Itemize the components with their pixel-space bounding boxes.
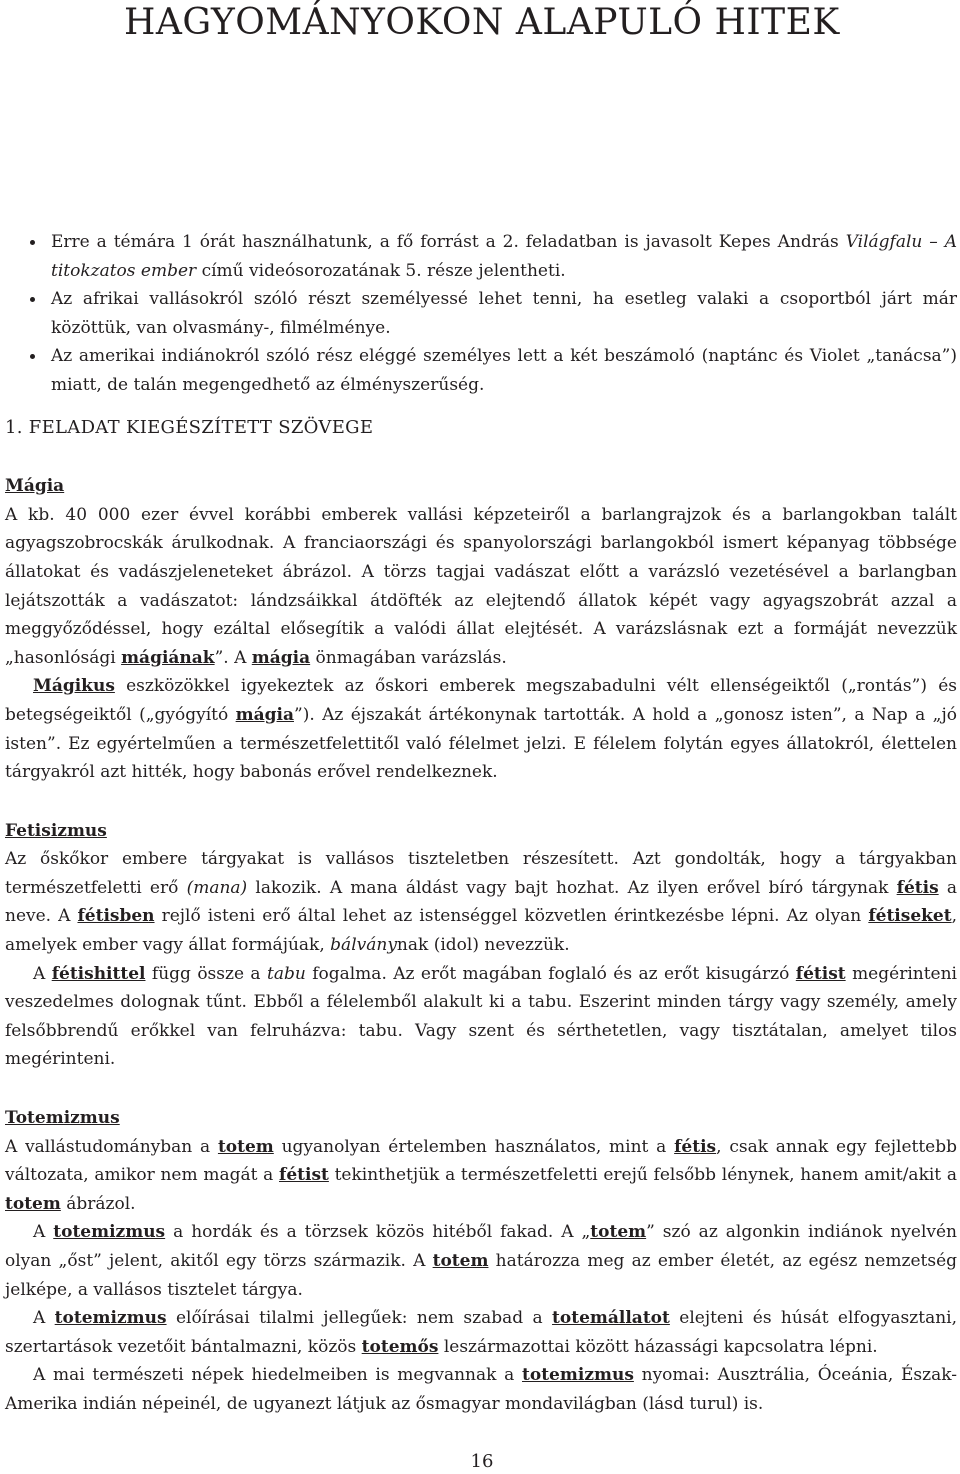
paragraph: A kb. 40 000 ezer évvel korábbi emberek vallási képzeteiről a barlangrajzok és a barlangokban talált agyagszobrocskák árulkodnak. A franciaországi és spanyolországi barlangokból ismert képanyag többsége állatokat és vadászjeleneteket ábrázol. A törzs tagjai vadászat előtt a varázsló vezetésével a barlangban lejátszották a vadászatot: lándzsáikkal átdöfték az elejtendő állatok képét vagy agyagszobrát azzal a meggyőződéssel, hogy ezáltal elősegítik a valódi állat elejtését. A varázslásnak ezt a formáját nevezzük „hasonlósági mágiának”. A mágia önmagában varázslás. [5,504,957,668]
keyword: fétis [896,877,939,898]
list-item: Erre a témára 1 órát használhatunk, a fő forrást a 2. feladatban is javasolt Kepes András Világfalu – A titokzatos ember című videósorozatának 5. része jelentheti. [51,228,957,285]
section-heading-fetisizmus: Fetisizmus [5,820,107,841]
keyword: totem [217,1136,274,1157]
section-heading-magia: Mágia [5,476,65,497]
paragraph: A mai természeti népek hiedelmeiben is megvannak a totemizmus nyomai: Ausztrália, Óceánia, Észak-Amerika indián népeinél, de ugyanezt látjuk az ősmagyar mondavilágban (lásd turul) is. [5,1365,957,1414]
keyword: mágia [235,704,294,725]
paragraph: Mágikus eszközökkel igyekeztek az őskori emberek megszabadulni vélt ellenségeiktől („rontás”) és betegségeiktől („gyógyító mágia”). Az éjszakát ártékonynak tartották. A hold a „gonosz isten”, a Nap a „jó isten”. Ez egyértelműen a természetfelettitől való félelmet jelzi. E félelem folytán egyes állatokról, élettelen tárgyakról azt hitték, hogy babonás erővel rendelkeznek. [5,676,957,783]
page-title: HAGYOMÁNYOKON ALAPULÓ HITEK [124,2,840,43]
paragraph: A totemizmus a hordák és a törzsek közös hitéből fakad. A „totem” szó az algonkin indiánok nyelvén olyan „őst” jelent, akitől egy törzs származik. A totem határozza meg az ember életét, az egész nemzetség jelképe, a vallásos tisztelet tárgya. [5,1222,958,1300]
paragraph: Az őskőkor embere tárgyakat is vallásos tiszteletben részesített. Azt gondolták, hogy a tárgyakban természetfeletti erő (mana) lakozik. A mana áldást vagy bajt hozhat. Az ilyen erővel bíró tárgynak fétis a neve. A fétisben rejlő isteni erő által lehet az istenséggel közvetlen érintkezésbe lépni. Az olyan fétiseket, amelyek ember vagy állat formájúak, bálványnak (idol) nevezzük. [5,849,958,956]
keyword: fétishittel [51,963,146,984]
section-heading-totemizmus: Totemizmus [5,1108,120,1129]
keyword: fétis [674,1136,717,1157]
teacher-notes-list [5,228,957,400]
list-item: Az amerikai indiánokról szóló rész eléggé személyes lett a két beszámoló (naptánc és Violet „tanácsa”) miatt, de talán megengedhető az élményszerűség. [51,342,957,399]
keyword: mágiának [121,647,215,668]
list-item: Az afrikai vallásokról szóló részt személyessé lehet tenni, ha esetleg valaki a csoportból járt már közöttük, van olvasmány-, filmélménye. [51,285,957,342]
keyword: totemős [361,1336,439,1357]
keyword: Mágikus [33,676,115,697]
keyword: fétiseket [868,906,952,927]
keyword: totemizmus [522,1365,634,1386]
page-number: 16 [470,1451,494,1472]
keyword: totem [590,1222,647,1243]
keyword: fétisben [77,906,155,927]
keyword: totemizmus [54,1308,167,1329]
keyword: totem [5,1193,61,1214]
keyword: totem [432,1251,489,1271]
page-content [5,228,957,1419]
exercise-heading: 1. FELADAT KIEGÉSZÍTETT SZÖVEGE [5,416,374,438]
paragraph: A fétishittel függ össze a tabu fogalma. Az erőt magában foglaló és az erőt kisugárzó fétist megérinteni veszedelmes dolognak tűnt. Ebből a félelemből alakult ki a tabu. Eszerint minden tárgy vagy személy, amely felsőbbrendű erőkkel van felruházva: tabu. Vagy szent és sérthetetlen, vagy tisztátalan, amelyet tilos megérinteni. [5,963,957,1070]
keyword: totemizmus [53,1222,166,1243]
paragraph: A vallástudományban a totem ugyanolyan értelemben használatos, mint a fétis, csak annak egy fejlettebb változata, amikor nem magát a fétist tekinthetjük a természetfeletti erejű felsőbb lénynek, hanem amit/akit a totem ábrázol. [5,1136,957,1214]
keyword: mágia [251,647,311,668]
keyword: totemállatot [552,1308,670,1329]
paragraph: A totemizmus előírásai tilalmi jellegűek: nem szabad a totemállatot elejteni és húsát elfogyasztani, szertartások vezetőit bántalmazni, közös totemős leszármazottai között házassági kapcsolatra lépni. [5,1308,957,1357]
keyword: fétist [795,963,846,984]
keyword: fétist [279,1165,329,1186]
